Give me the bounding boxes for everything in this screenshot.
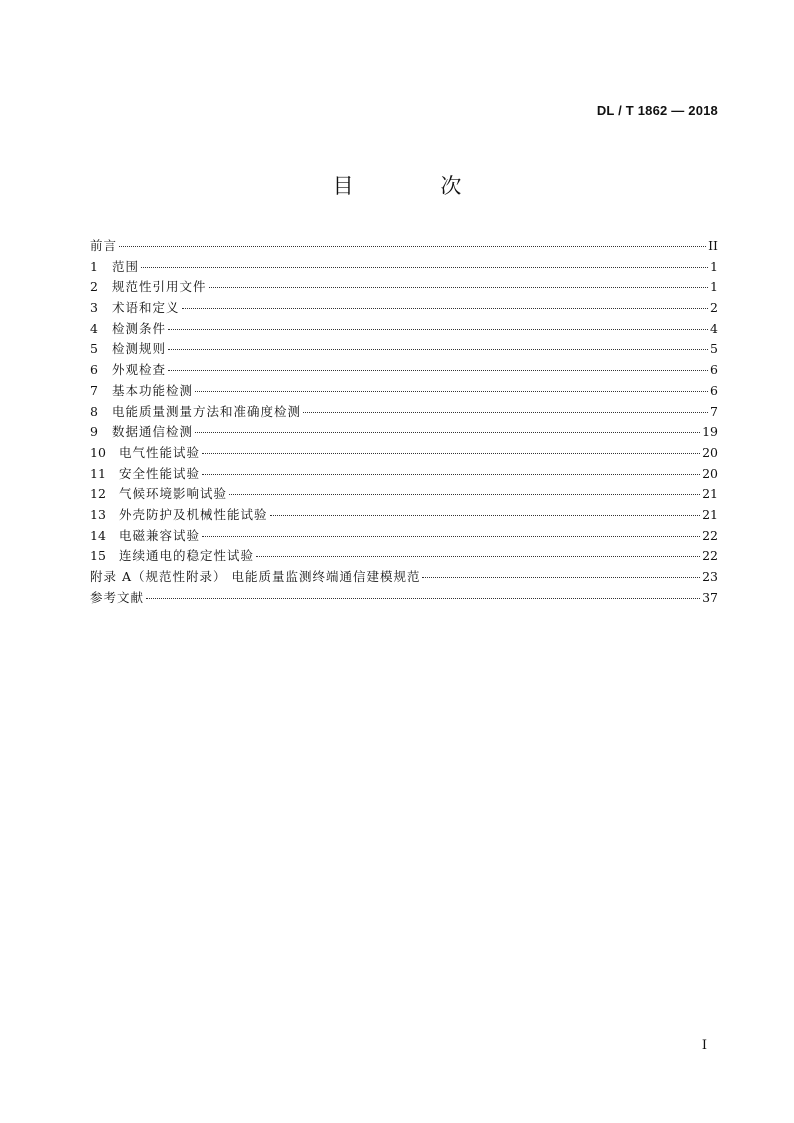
toc-entry-number: 12 bbox=[90, 486, 106, 502]
toc-entry-page: 2 bbox=[710, 300, 718, 316]
toc-entry[interactable] bbox=[90, 339, 718, 360]
toc-title: 目 次 bbox=[332, 174, 502, 198]
toc-entry-number: 4 bbox=[90, 320, 98, 336]
toc-entry-page: 1 bbox=[710, 258, 718, 274]
toc-entry[interactable] bbox=[90, 402, 718, 423]
page-number: I bbox=[701, 1038, 707, 1053]
standard-code: DL / T 1862 — 2018 bbox=[596, 103, 718, 118]
toc-entry-number: 9 bbox=[90, 424, 98, 440]
toc-dot-leader bbox=[119, 245, 706, 247]
toc-entry-page: II bbox=[708, 238, 718, 253]
toc-dot-leader bbox=[168, 328, 708, 330]
toc-entry-page: 22 bbox=[702, 527, 718, 543]
toc-entry-label: 外壳防护及机械性能试验 bbox=[119, 506, 268, 522]
toc-entry-page: 1 bbox=[710, 279, 718, 295]
toc-entry[interactable] bbox=[90, 567, 718, 588]
toc-dot-leader bbox=[195, 390, 708, 392]
toc-dot-leader bbox=[422, 576, 700, 578]
toc-dot-leader bbox=[256, 555, 700, 557]
toc-entry[interactable] bbox=[90, 484, 718, 505]
toc-entry-number: 7 bbox=[90, 382, 98, 398]
toc-entry[interactable] bbox=[90, 422, 718, 443]
toc-entry-page: 23 bbox=[702, 569, 718, 584]
toc-entry-page: 20 bbox=[702, 465, 718, 481]
toc-dot-leader bbox=[270, 514, 701, 516]
toc-entry-number: 2 bbox=[90, 279, 98, 295]
toc-dot-leader bbox=[195, 431, 700, 433]
toc-entry-page: 7 bbox=[710, 403, 718, 419]
toc-dot-leader bbox=[202, 452, 700, 454]
toc-entry-number: 3 bbox=[90, 300, 98, 316]
toc-entry-page: 5 bbox=[710, 341, 718, 357]
toc-entry[interactable] bbox=[90, 505, 718, 526]
toc-entry-label: 基本功能检测 bbox=[112, 382, 194, 398]
toc-entry-number: 15 bbox=[90, 548, 106, 564]
toc-entry-label: 数据通信检测 bbox=[112, 424, 194, 440]
toc-entry-number: 6 bbox=[90, 362, 98, 378]
toc-entry[interactable] bbox=[90, 277, 718, 298]
toc-entry-label: 安全性能试验 bbox=[119, 465, 201, 481]
toc-entry[interactable] bbox=[90, 236, 718, 257]
toc-entry-label: 范围 bbox=[112, 258, 140, 274]
toc-entry-page: 6 bbox=[710, 382, 718, 398]
toc-dot-leader bbox=[168, 369, 708, 371]
toc-dot-leader bbox=[146, 597, 700, 599]
toc-entry-page: 6 bbox=[710, 362, 718, 378]
toc-dot-leader bbox=[303, 411, 708, 413]
toc-entry[interactable] bbox=[90, 546, 718, 567]
toc-dot-leader bbox=[229, 493, 700, 495]
toc-entry-number: 10 bbox=[90, 444, 106, 460]
toc-entry-page: 20 bbox=[702, 444, 718, 460]
toc-entry-number: 11 bbox=[90, 465, 106, 481]
toc-dot-leader bbox=[182, 307, 709, 309]
toc-entry[interactable] bbox=[90, 257, 718, 278]
toc-entry-page: 4 bbox=[710, 320, 718, 336]
toc-dot-leader bbox=[202, 473, 700, 475]
toc-entry[interactable] bbox=[90, 381, 718, 402]
toc-entry-number: 5 bbox=[90, 341, 98, 357]
toc-entry[interactable] bbox=[90, 526, 718, 547]
toc-entry-page: 21 bbox=[702, 506, 718, 522]
toc-entry[interactable] bbox=[90, 360, 718, 381]
toc-entry-page: 19 bbox=[702, 424, 718, 440]
toc-entry[interactable] bbox=[90, 443, 718, 464]
toc-entry[interactable] bbox=[90, 464, 718, 485]
toc-entry-label: 前言 bbox=[90, 238, 118, 253]
toc-entry-label: 电气性能试验 bbox=[119, 444, 201, 460]
toc-entry-number: 8 bbox=[90, 403, 98, 419]
toc-entry-page: 21 bbox=[702, 486, 718, 502]
toc-entry-page: 22 bbox=[702, 548, 718, 564]
toc-entry-page: 37 bbox=[702, 589, 718, 605]
toc-entry[interactable] bbox=[90, 588, 718, 609]
toc-entry-label: 连续通电的稳定性试验 bbox=[119, 548, 255, 564]
toc-entry-label: 电磁兼容试验 bbox=[119, 527, 201, 543]
toc-entry-number: 1 bbox=[90, 258, 98, 274]
toc-dot-leader bbox=[168, 348, 708, 350]
toc-entry-label: 气候环境影响试验 bbox=[119, 486, 228, 502]
toc-entry-label: 规范性引用文件 bbox=[112, 279, 207, 295]
toc-entry-label: 术语和定义 bbox=[112, 300, 180, 316]
toc-entry[interactable] bbox=[90, 319, 718, 340]
toc-dot-leader bbox=[141, 266, 708, 268]
toc-entry-label: 外观检查 bbox=[112, 362, 167, 378]
table-of-contents bbox=[90, 236, 718, 608]
toc-dot-leader bbox=[202, 535, 700, 537]
toc-entry[interactable] bbox=[90, 298, 718, 319]
toc-dot-leader bbox=[209, 286, 709, 288]
toc-entry-label: 检测条件 bbox=[112, 320, 167, 336]
toc-entry-label: 电能质量测量方法和准确度检测 bbox=[112, 403, 302, 419]
toc-entry-number: 14 bbox=[90, 527, 106, 543]
toc-entry-label: 附录 A（规范性附录） 电能质量监测终端通信建模规范 bbox=[90, 569, 421, 584]
toc-entry-number: 13 bbox=[90, 506, 106, 522]
toc-entry-label: 参考文献 bbox=[90, 589, 145, 605]
toc-entry-label: 检测规则 bbox=[112, 341, 167, 357]
